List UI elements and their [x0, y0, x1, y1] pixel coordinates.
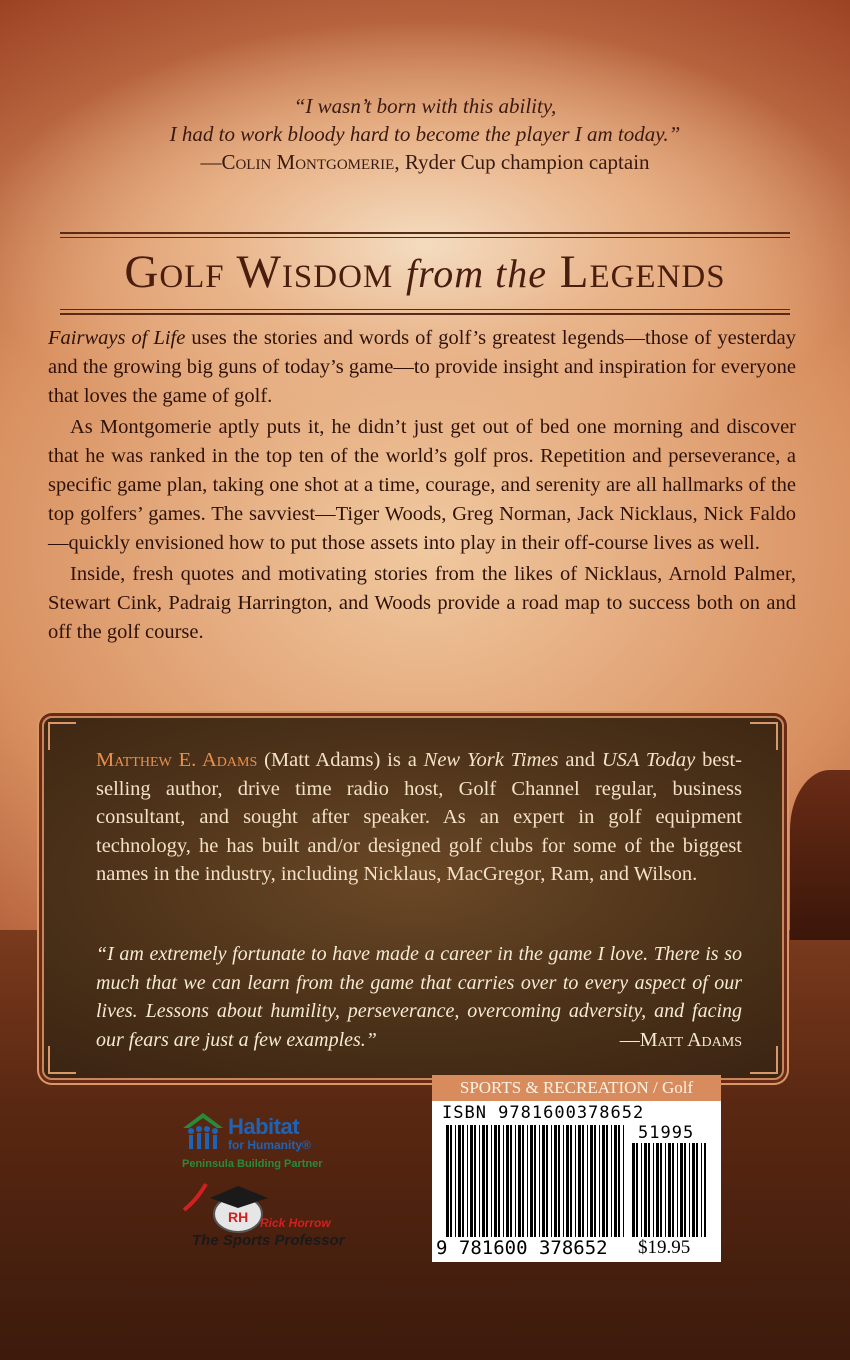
horrow-name: Rick Horrow: [260, 1216, 331, 1230]
habitat-name: Habitat: [228, 1114, 300, 1139]
author-quote-attribution: —Matt Adams: [619, 1028, 742, 1051]
addon-barcode: [632, 1143, 706, 1237]
barcode-bar: [689, 1143, 690, 1237]
barcode-bar: [594, 1125, 596, 1237]
barcode-bar: [482, 1125, 485, 1237]
author-quote-text: “I am extremely fortunate to have made a career in the game I love. There is so much that we can learn from the game that carries over to every aspect of our lives. Lessons about humility, perseverance, overcoming adversity, and facing our fears are just a few examples.”: [96, 943, 742, 1051]
barcode-bar: [677, 1143, 678, 1237]
book-description: [48, 324, 796, 647]
barcode-bar: [648, 1143, 650, 1237]
barcode-bar: [458, 1125, 461, 1237]
barcode-bar: [506, 1125, 509, 1237]
headline-part-3: Legends: [546, 246, 726, 298]
barcode-bar: [539, 1125, 540, 1237]
barcode-bar: [546, 1125, 548, 1237]
price: $19.95: [638, 1237, 691, 1258]
headline-part-2: from the: [406, 251, 547, 296]
barcode-bar: [551, 1125, 552, 1237]
background-hill: [790, 770, 850, 940]
barcode-bar: [474, 1125, 476, 1237]
attribution-dash: —: [200, 150, 222, 174]
barcode-bar: [450, 1125, 452, 1237]
habitat-subname: for Humanity®: [228, 1138, 311, 1152]
barcode-bar: [534, 1125, 536, 1237]
barcode-bar: [462, 1125, 464, 1237]
barcode-bar: [494, 1125, 497, 1237]
headline-part-1: Golf Wisdom: [124, 246, 407, 298]
barcode-bar: [692, 1143, 695, 1237]
barcode-bar: [470, 1125, 473, 1237]
barcode-bar: [623, 1125, 624, 1237]
barcode-bar: [704, 1143, 706, 1237]
panel-ornament: [48, 722, 76, 750]
author-panel: [42, 716, 784, 1080]
bio-text: best-selling author, drive time radio host, Golf Channel regular, business consultant, and sought after speaker. As an expert in golf equipment technology, he has built and/or designed golf clubs for some of the biggest names in the industry, including Nicklaus, MacGregor, Ram, and Wilson.: [96, 749, 742, 885]
panel-ornament: [750, 722, 778, 750]
barcode-bar: [672, 1143, 674, 1237]
barcode-bar: [680, 1143, 683, 1237]
barcode-bar: [542, 1125, 545, 1237]
headline-block: [60, 232, 790, 315]
description-paragraph-2: As Montgomerie aptly puts it, he didn’t just get out of bed one morning and discover that he was ranked in the top ten of the world’s golf pros. Repetition and perseverance, a specific game plan, taking one shot at a time, courage, and serenity are all hallmarks of the top golfers’ games. The savviest—Tiger Woods, Greg Norman, Jack Nicklaus, Nick Faldo—quickly envisioned how to put those assets into play in their off-course lives as well.: [48, 416, 796, 554]
barcode-bar: [606, 1125, 608, 1237]
barcode-bar: [515, 1125, 516, 1237]
bio-text: (Matt Adams) is a: [257, 749, 424, 771]
barcode-bar: [455, 1125, 456, 1237]
bio-italic: USA Today: [601, 749, 696, 771]
barcode-bar: [570, 1125, 572, 1237]
barcode-bar: [636, 1143, 638, 1237]
bio-italic: New York Times: [423, 749, 559, 771]
ean-number: 9 781600 378652: [436, 1237, 608, 1259]
sports-professor-logo: [180, 1180, 355, 1260]
author-bio: [96, 746, 742, 889]
horrow-tagline: The Sports Professor: [192, 1232, 345, 1249]
price-addon-code: 51995: [638, 1123, 695, 1143]
habitat-house-icon: [182, 1112, 224, 1152]
bio-text: and: [558, 749, 602, 771]
headline-rule-top: [60, 232, 790, 234]
barcode-bar: [641, 1143, 642, 1237]
barcode-bar: [563, 1125, 564, 1237]
barcode-bar: [618, 1125, 620, 1237]
barcode-bar: [522, 1125, 524, 1237]
barcode-bar: [530, 1125, 533, 1237]
barcode-bar: [446, 1125, 449, 1237]
description-paragraph-1: [48, 324, 796, 411]
isbn-label: ISBN 9781600378652: [442, 1103, 645, 1123]
barcode-bar: [665, 1143, 666, 1237]
barcode-bar: [611, 1125, 612, 1237]
author-name: Matthew E. Adams: [96, 749, 258, 771]
habitat-tagline: Peninsula Building Partner: [182, 1158, 323, 1170]
barcode-bar: [660, 1143, 662, 1237]
barcode-bar: [684, 1143, 686, 1237]
barcode-bar: [582, 1125, 584, 1237]
barcode-bar: [510, 1125, 512, 1237]
barcode-bar: [632, 1143, 635, 1237]
barcode-bar: [467, 1125, 468, 1237]
top-quote-attribution: [0, 148, 850, 176]
panel-ornament: [750, 1046, 778, 1074]
barcode-bar: [599, 1125, 600, 1237]
barcode-bar: [486, 1125, 488, 1237]
barcode-bar: [518, 1125, 521, 1237]
barcode-block: [432, 1101, 721, 1262]
barcode-bar: [656, 1143, 659, 1237]
barcode-bar: [498, 1125, 500, 1237]
headline: [60, 238, 790, 306]
headline-rule-bottom: [60, 313, 790, 315]
top-quote: [0, 92, 850, 176]
barcode-bar: [644, 1143, 647, 1237]
category-label: SPORTS & RECREATION / Golf: [432, 1075, 721, 1101]
barcode-bar: [566, 1125, 569, 1237]
barcode-bar: [491, 1125, 492, 1237]
barcode-bar: [653, 1143, 654, 1237]
barcode-bar: [668, 1143, 671, 1237]
barcode-bar: [503, 1125, 504, 1237]
barcode-bar: [578, 1125, 581, 1237]
barcode-bar: [590, 1125, 593, 1237]
barcode-bar: [696, 1143, 698, 1237]
barcode-bar: [602, 1125, 605, 1237]
author-quote: [96, 940, 742, 1054]
barcode-bar: [554, 1125, 557, 1237]
barcode-bar: [527, 1125, 528, 1237]
attribution-role: , Ryder Cup champion captain: [394, 150, 650, 174]
attribution-name: Colin Montgomerie: [221, 150, 395, 174]
barcode-bar: [614, 1125, 617, 1237]
barcode-bar: [558, 1125, 560, 1237]
barcode-bar: [701, 1143, 702, 1237]
habitat-logo: [182, 1108, 342, 1174]
panel-ornament: [48, 1046, 76, 1074]
description-paragraph-3: Inside, fresh quotes and motivating stories from the likes of Nicklaus, Arnold Palmer, Stewart Cink, Padraig Harrington, and Woods provide a road map to success both on and off the golf course.: [48, 563, 796, 643]
barcode-bar: [479, 1125, 480, 1237]
book-title-italic: Fairways of Life: [48, 327, 186, 349]
barcode-bar: [587, 1125, 588, 1237]
description-paragraph-1-text: uses the stories and words of golf’s greatest legends—those of yesterday and the growing big guns of today’s game—to provide insight and inspiration for everyone that loves the game of golf.: [48, 327, 796, 407]
headline-rule-bottom-thin: [60, 309, 790, 310]
ean-barcode: [446, 1125, 624, 1237]
top-quote-line-2: I had to work bloody hard to become the player I am today.”: [169, 122, 681, 146]
barcode-bar: [575, 1125, 576, 1237]
top-quote-line-1: “I wasn’t born with this ability,: [293, 94, 557, 118]
svg-text:RH: RH: [228, 1209, 249, 1225]
